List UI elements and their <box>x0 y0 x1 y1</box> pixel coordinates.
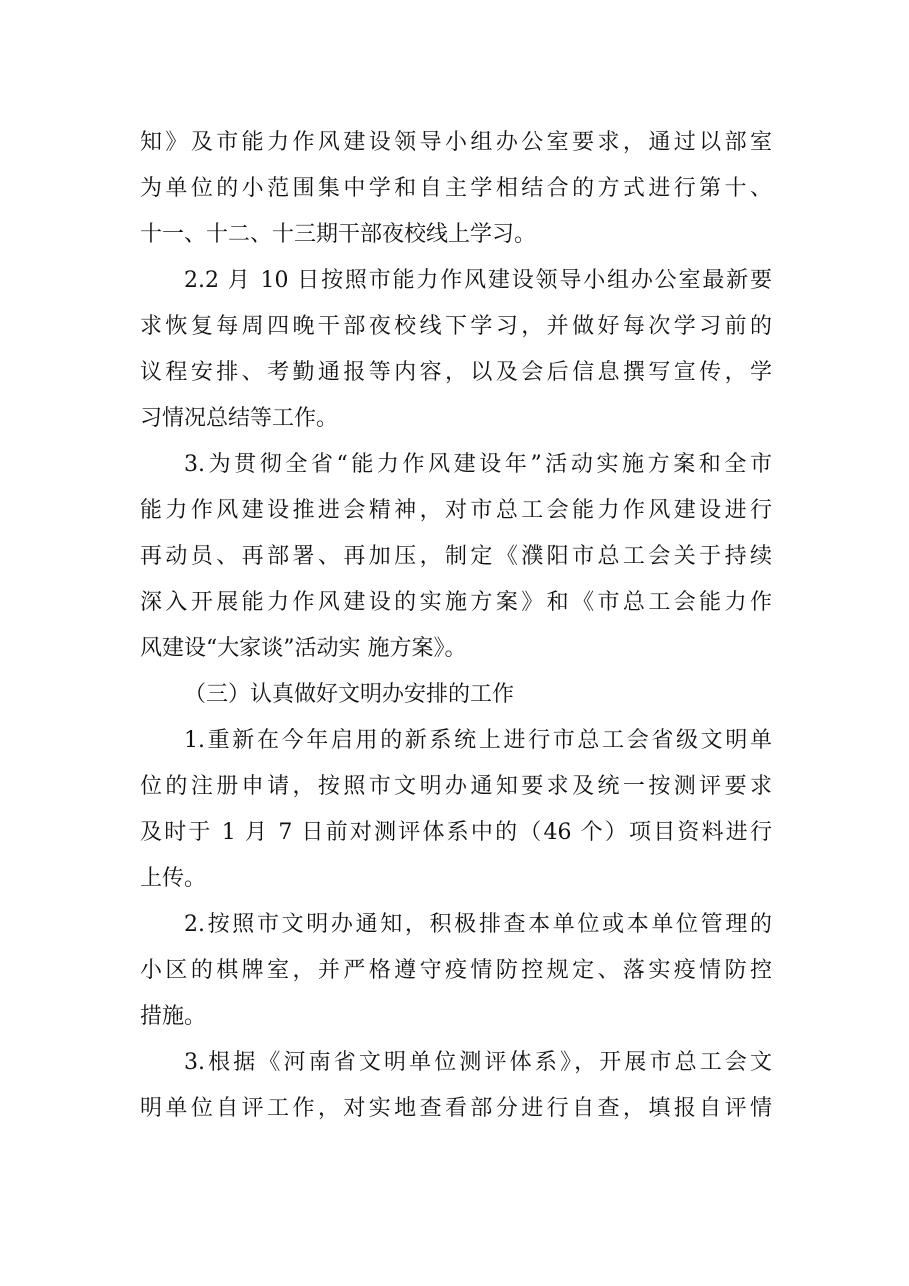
paragraph-item-3 <box>140 442 772 672</box>
text-line: 2.按照市文明办通知，积极排查本单位或本单位管理的 <box>184 912 772 937</box>
text-line: 3.为贯彻全省“能力作风建设年”活动实施方案和全市 <box>184 452 772 477</box>
paragraph-civilization-1 <box>140 718 772 902</box>
text-line: 风建设“大家谈”活动实 施方案》。 <box>140 636 467 661</box>
text-line: 明单位自评工作，对实地查看部分进行自查，填报自评情 <box>140 1096 772 1121</box>
paragraph-civilization-2 <box>140 902 772 1040</box>
text-line: 上传。 <box>140 866 207 891</box>
text-line: 十一、十二、十三期干部夜校线上学习。 <box>140 222 537 247</box>
text-line: 1.重新在今年启用的新系统上进行市总工会省级文明单 <box>184 728 772 753</box>
text-line: 再动员、再部署、再加压，制定《濮阳市总工会关于持续 <box>140 544 772 569</box>
section-heading-text: （三）认真做好文明办安排的工作 <box>184 682 515 707</box>
text-line: 位的注册申请，按照市文明办通知要求及统一按测评要求 <box>140 774 772 799</box>
paragraph-item-2 <box>140 258 772 442</box>
text-line: 议程安排、考勤通报等内容，以及会后信息撰写宣传，学 <box>140 360 772 385</box>
text-line: 及时于 1 月 7 日前对测评体系中的（46 个）项目资料进行 <box>140 820 772 845</box>
text-line: 3.根据《河南省文明单位测评体系》，开展市总工会文 <box>184 1050 772 1075</box>
text-line: 为单位的小范围集中学和自主学相结合的方式进行第十、 <box>140 176 772 201</box>
text-line: 深入开展能力作风建设的实施方案》和《市总工会能力作 <box>140 590 772 615</box>
text-line: 求恢复每周四晚干部夜校线下学习，并做好每次学习前的 <box>140 314 772 339</box>
paragraph-continued <box>140 120 772 258</box>
text-line: 习情况总结等工作。 <box>140 406 339 431</box>
document-body <box>140 120 772 1132</box>
paragraph-civilization-3 <box>140 1040 772 1132</box>
text-line: 2.2 月 10 日按照市能力作风建设领导小组办公室最新要 <box>184 268 772 293</box>
section-heading <box>140 672 772 718</box>
text-line: 知》及市能力作风建设领导小组办公室要求，通过以部室 <box>140 130 772 155</box>
text-line: 措施。 <box>140 1004 207 1029</box>
text-line: 能力作风建设推进会精神，对市总工会能力作风建设进行 <box>140 498 772 523</box>
text-line: 小区的棋牌室，并严格遵守疫情防控规定、落实疫情防控 <box>140 958 772 983</box>
